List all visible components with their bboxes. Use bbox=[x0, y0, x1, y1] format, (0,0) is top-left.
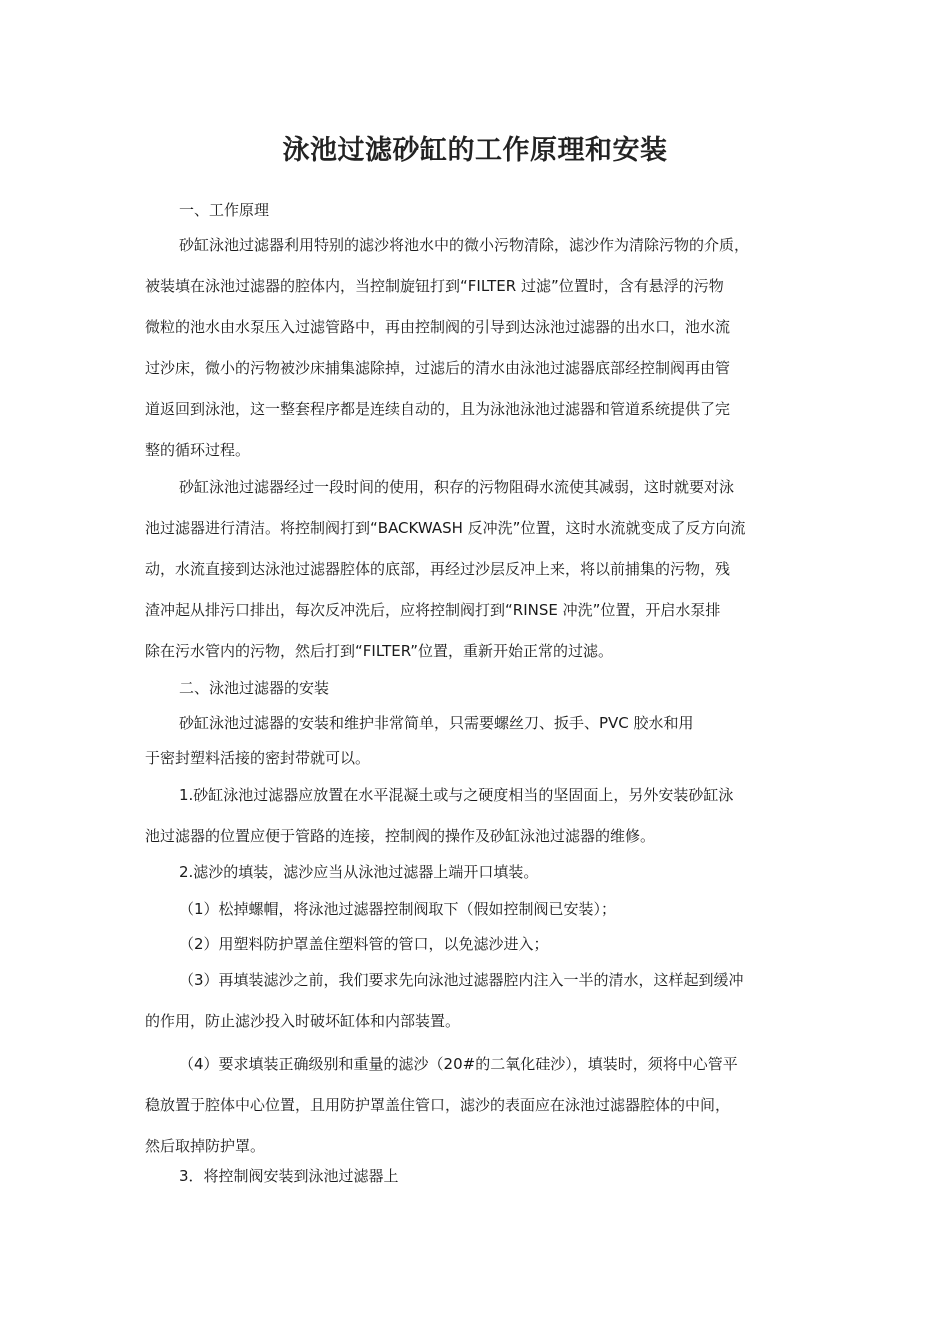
paragraph-line: 整的循环过程。 bbox=[145, 441, 251, 459]
paragraph-line: 1.砂缸泳池过滤器应放置在水平混凝土或与之硬度相当的坚固面上，另外安装砂缸泳 bbox=[179, 786, 734, 804]
installation-intro-line2: 于密封塑料活接的密封带就可以。 bbox=[145, 749, 371, 767]
installation-item-3: 3．将控制阀安装到泳池过滤器上 bbox=[179, 1167, 399, 1185]
page-title: 泳池过滤砂缸的工作原理和安装 bbox=[282, 135, 668, 166]
paragraph-line: （3）再填装滤沙之前，我们要求先向泳池过滤器腔内注入一半的清水，这样起到缓冲 bbox=[179, 971, 744, 989]
paragraph-line: 道返回到泳池，这一整套程序都是连续自动的，且为泳池泳池过滤器和管道系统提供了完 bbox=[145, 400, 731, 418]
paragraph-line: 渣冲起从排污口排出，每次反冲洗后，应将控制阀打到“RINSE 冲洗”位置，开启水泵排 bbox=[145, 601, 721, 619]
paragraph-line: 稳放置于腔体中心位置，且用防护罩盖住管口，滤沙的表面应在泳池过滤器腔体的中间， bbox=[145, 1096, 731, 1114]
paragraph-line: 的作用，防止滤沙投入时破坏缸体和内部装置。 bbox=[145, 1012, 461, 1030]
paragraph-line: 动，水流直接到达泳池过滤器腔体的底部，再经过沙层反冲上来，将以前捕集的污物，残 bbox=[145, 560, 731, 578]
installation-subitem-1: （1）松掉螺帽，将泳池过滤器控制阀取下（假如控制阀已安装）； bbox=[179, 900, 617, 918]
installation-subitem-3 bbox=[145, 960, 807, 1042]
installation-subitem-2: （2）用塑料防护罩盖住塑料管的管口，以免滤沙进入； bbox=[179, 935, 549, 953]
paragraph-line: 过沙床，微小的污物被沙床捕集滤除掉，过滤后的清水由泳池过滤器底部经控制阀再由管 bbox=[145, 359, 731, 377]
paragraph-line: 砂缸泳池过滤器经过一段时间的使用，积存的污物阻碍水流使其减弱，这时就要对泳 bbox=[179, 478, 735, 496]
paragraph-principle-filtering bbox=[145, 225, 807, 471]
section-heading-working-principle: 一、工作原理 bbox=[179, 201, 270, 219]
installation-item-2: 2.滤沙的填装，滤沙应当从泳池过滤器上端开口填装。 bbox=[179, 863, 539, 881]
paragraph-line: 然后取掉防护罩。 bbox=[145, 1137, 266, 1155]
paragraph-line: 被装填在泳池过滤器的腔体内，当控制旋钮打到“FILTER 过滤”位置时，含有悬浮的污物 bbox=[145, 277, 724, 295]
paragraph-line: 池过滤器的位置应便于管路的连接，控制阀的操作及砂缸泳池过滤器的维修。 bbox=[145, 827, 656, 845]
installation-subitem-4 bbox=[145, 1044, 807, 1167]
paragraph-line: 微粒的池水由水泵压入过滤管路中，再由控制阀的引导到达泳池过滤器的出水口，池水流 bbox=[145, 318, 731, 336]
paragraph-line: （4）要求填装正确级别和重量的滤沙（20#的二氧化硅沙），填装时，须将中心管平 bbox=[179, 1055, 738, 1073]
paragraph-line: 砂缸泳池过滤器利用特别的滤沙将池水中的微小污物清除，滤沙作为清除污物的介质， bbox=[179, 236, 750, 254]
paragraph-principle-backwash bbox=[145, 467, 807, 672]
section-heading-installation: 二、泳池过滤器的安装 bbox=[179, 679, 330, 697]
paragraph-line: 除在污水管内的污物，然后打到“FILTER”位置，重新开始正常的过滤。 bbox=[145, 642, 613, 660]
paragraph-line: 池过滤器进行清洁。将控制阀打到“BACKWASH 反冲洗”位置，这时水流就变成了反方向流 bbox=[145, 519, 746, 537]
installation-item-1 bbox=[145, 775, 807, 857]
installation-intro-line1: 砂缸泳池过滤器的安装和维护非常简单，只需要螺丝刀、扳手、PVC 胶水和用 bbox=[179, 714, 694, 732]
